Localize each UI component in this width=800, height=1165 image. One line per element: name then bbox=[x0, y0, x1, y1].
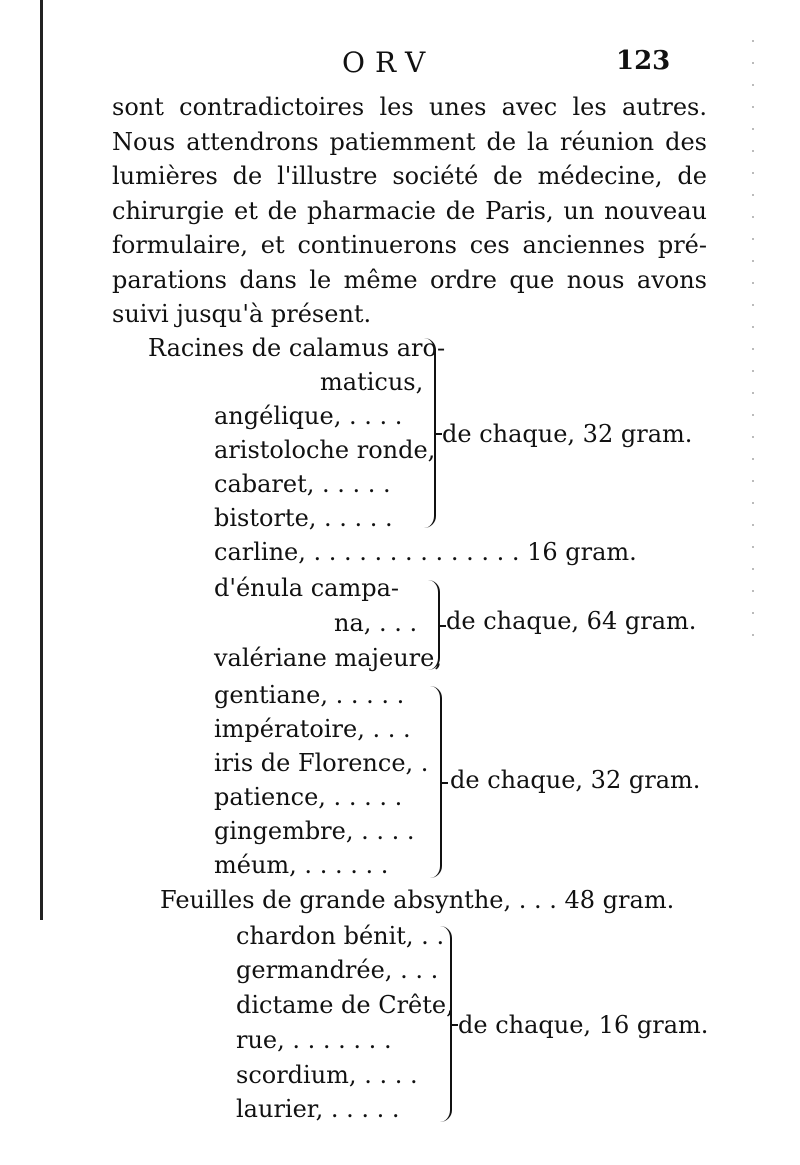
recipe-item: laurier, . . . . . bbox=[236, 1095, 400, 1123]
recipe-item: d'énula campa- bbox=[214, 574, 399, 602]
paragraph-line: lumières de l'illustre société de médecine, de bbox=[112, 162, 707, 190]
recipe-item: na, . . . bbox=[334, 609, 418, 637]
recipe-item: angélique, . . . . bbox=[214, 402, 403, 430]
quantity-label: de chaque, 32 gram. bbox=[442, 420, 693, 448]
paragraph-line: suivi jusqu'à présent. bbox=[112, 300, 372, 328]
brace bbox=[428, 580, 440, 670]
recipe-item: maticus, bbox=[320, 368, 424, 396]
header-title: ORV bbox=[342, 46, 436, 79]
recipe-item: iris de Florence, . bbox=[214, 749, 429, 777]
paragraph-line: Nous attendrons patiemment de la réunion des bbox=[112, 127, 707, 156]
paragraph-line: formulaire, et continuerons ces anciennes pré- bbox=[112, 231, 707, 259]
recipe-item: bistorte, . . . . . bbox=[214, 504, 393, 532]
scan-edge-dots bbox=[752, 40, 754, 640]
recipe-item: scordium, . . . . bbox=[236, 1061, 418, 1089]
recipe-item: gentiane, . . . . . bbox=[214, 681, 405, 709]
paragraph-line: sont contradictoires les unes avec les autres. bbox=[112, 93, 707, 121]
quantity-label: de chaque, 64 gram. bbox=[446, 607, 697, 635]
brace bbox=[430, 686, 442, 878]
paragraph-line: chirurgie et de pharmacie de Paris, un nouveau bbox=[112, 196, 707, 225]
quantity-label: de chaque, 16 gram. bbox=[458, 1011, 709, 1039]
recipe-item: méum, . . . . . . bbox=[214, 851, 389, 879]
recipe-item: rue, . . . . . . . bbox=[236, 1026, 392, 1054]
recipe-item: Feuilles de grande absynthe, . . . 48 gram. bbox=[160, 886, 675, 914]
scan-edge-rule bbox=[40, 0, 43, 920]
brace bbox=[424, 338, 436, 528]
recipe-item: Racines de calamus aro- bbox=[148, 334, 446, 362]
page-number: 123 bbox=[616, 46, 671, 76]
recipe-item: patience, . . . . . bbox=[214, 783, 403, 811]
recipe-item: valériane majeure, bbox=[214, 644, 442, 672]
quantity-label: de chaque, 32 gram. bbox=[450, 766, 701, 794]
recipe-item: carline, . . . . . . . . . . . . . . 16 gram. bbox=[214, 538, 637, 566]
recipe-item: impératoire, . . . bbox=[214, 715, 411, 743]
recipe-item: gingembre, . . . . bbox=[214, 817, 415, 845]
recipe-item: dictame de Crête, bbox=[236, 991, 454, 1019]
recipe-item: aristoloche ronde, bbox=[214, 436, 436, 464]
recipe-item: germandrée, . . . bbox=[236, 956, 439, 984]
brace bbox=[440, 926, 452, 1122]
recipe-item: cabaret, . . . . . bbox=[214, 470, 391, 498]
paragraph-line: parations dans le même ordre que nous avons bbox=[112, 265, 707, 294]
recipe-item: chardon bénit, . . bbox=[236, 922, 445, 950]
running-header bbox=[0, 46, 800, 80]
body-paragraph bbox=[112, 90, 707, 332]
